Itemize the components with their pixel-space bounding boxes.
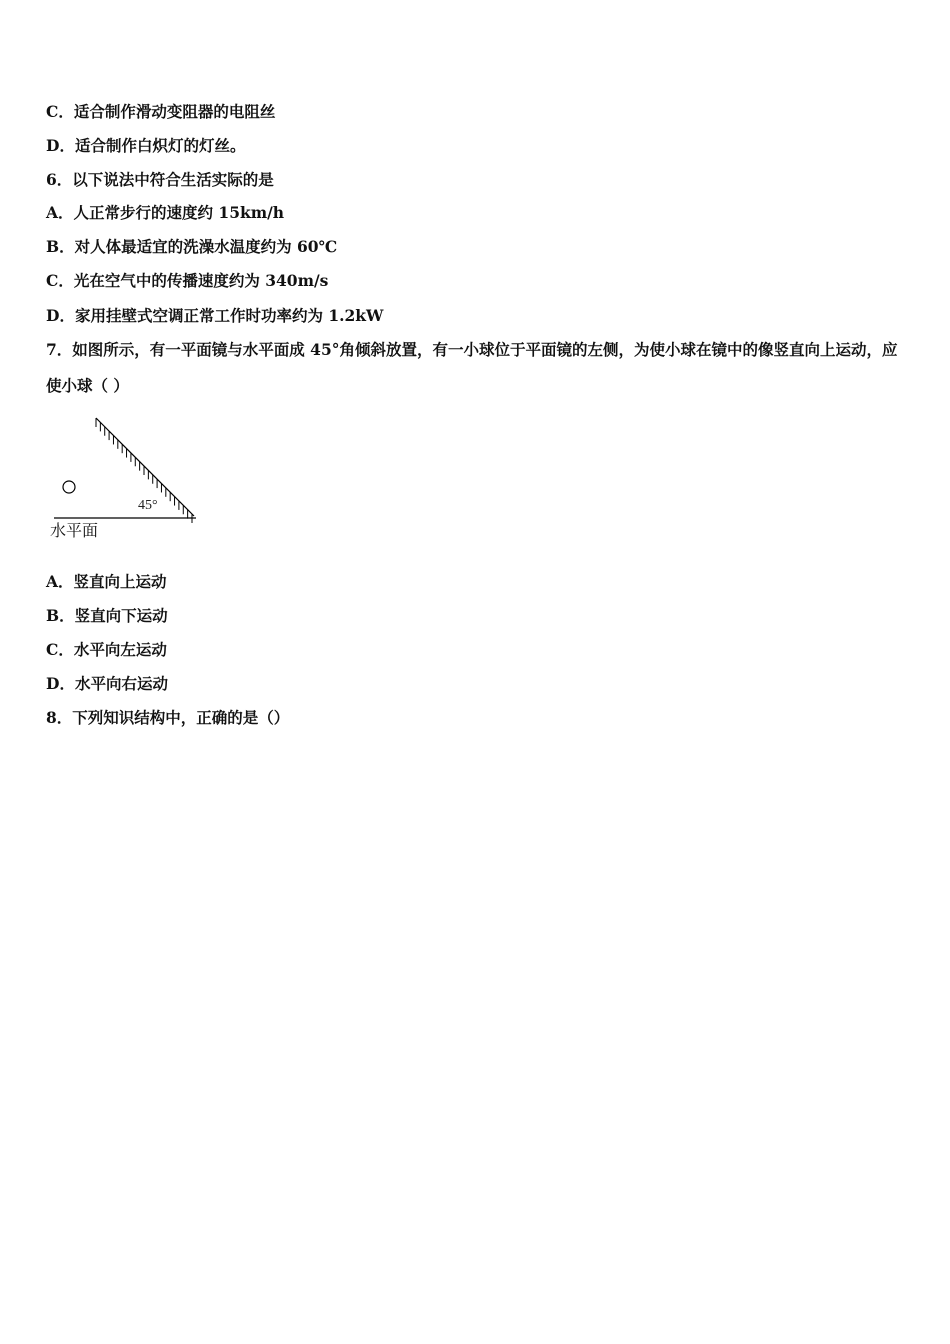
option-c-q7: C．水平向左运动 [46,640,167,659]
option-d-q5: D．适合制作白炽灯的灯丝。 [46,136,246,155]
question-8: 8．下列知识结构中，正确的是（） [46,708,290,727]
option-b-q7: B．竖直向下运动 [46,606,168,625]
mirror-figure-svg [44,412,204,542]
option-c-q6: C．光在空气中的传播速度约为 340m/s [46,271,329,290]
angle-label: 45° [138,498,158,513]
question-6: 6．以下说法中符合生活实际的是 [46,170,274,189]
ball-circle [63,481,75,493]
option-d-q6: D．家用挂壁式空调正常工作时功率约为 1.2kW [46,306,384,325]
mirror-diagram [44,412,204,546]
option-c-q5: C．适合制作滑动变阻器的电阻丝 [46,102,276,121]
option-a-q7: A．竖直向上运动 [46,572,167,591]
question-7: 7．如图所示，有一平面镜与水平面成 45°角倾斜放置，有一小球位于平面镜的左侧，为使小球在镜中的像竖直向上运动，应使小球（ ） [46,340,898,395]
option-b-q6: B．对人体最适宜的洗澡水温度约为 60℃ [46,237,338,256]
ground-label: 水平面 [50,521,99,540]
option-d-q7: D．水平向右运动 [46,674,168,693]
option-a-q6: A．人正常步行的速度约 15km/h [46,203,285,222]
